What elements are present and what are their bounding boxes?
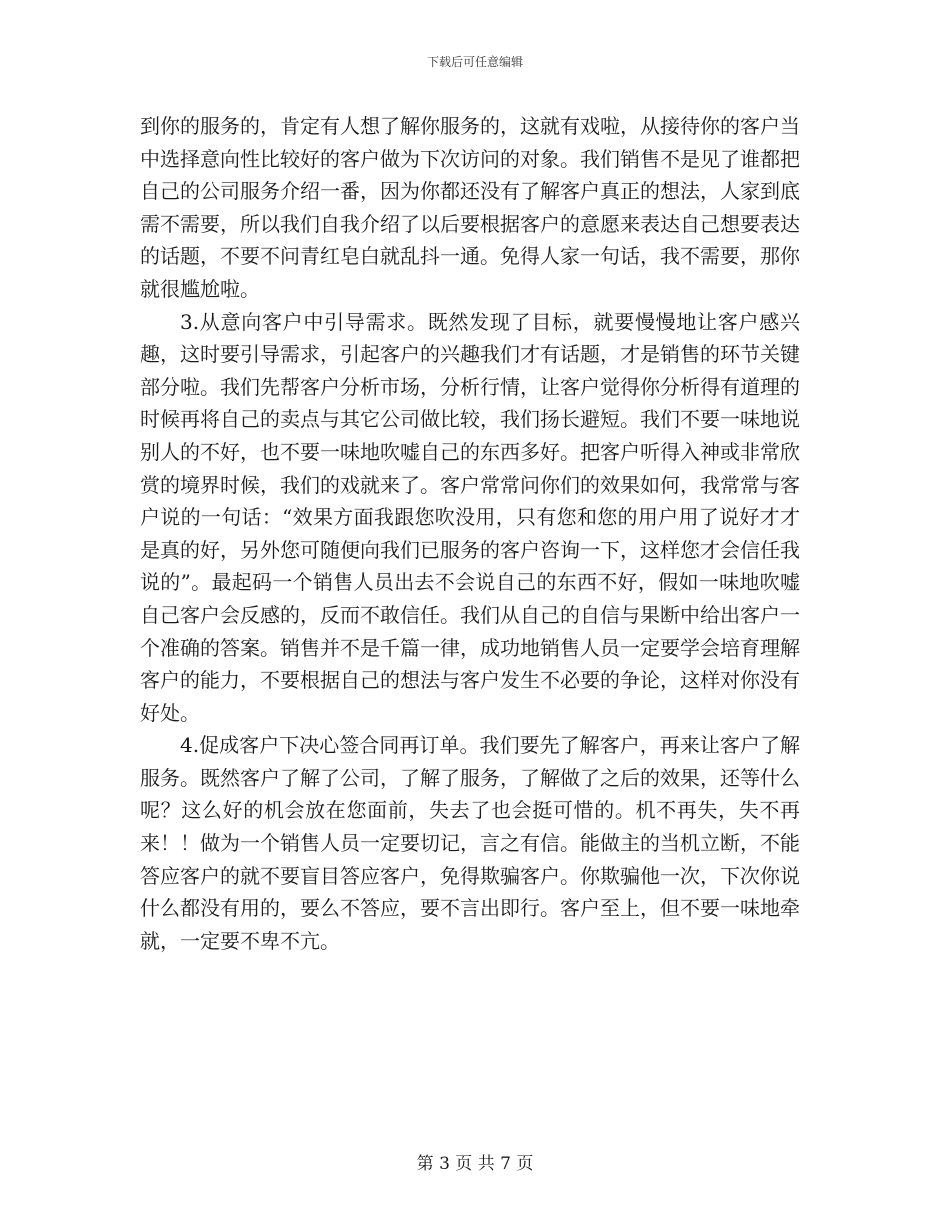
page-header: 下载后可任意编辑	[426, 55, 523, 69]
document-body	[140, 110, 800, 957]
page-footer: 第 3 页 共 7 页	[416, 1154, 534, 1174]
paragraph: 3.从意向客户中引导需求。既然发现了目标，就要慢慢地让客户感兴趣，这时要引导需求，引起客户的兴趣我们才有话题，才是销售的环节关键部分啦。我们先帮客户分析市场，分析行情，让客户觉得你分析得有道理的时候再将自己的卖点与其它公司做比较，我们扬长避短。我们不要一味地说别人的不好，也不要一味地吹嘘自己的东西多好。把客户听得入神或非常欣赏的境界时候，我们的戏就来了。客户常常问你们的效果如何，我常常与客户说的一句话：“效果方面我跟您吹没用，只有您和您的用户用了说好才才是真的好，另外您可随便向我们已服务的客户咨询一下，这样您才会信任我说的”。最起码一个销售人员出去不会说自己的东西不好，假如一味地吹嘘自己客户会反感的，反而不敢信任。我们从自己的自信与果断中给出客户一个准确的答案。销售并不是千篇一律，成功地销售人员一定要学会培育理解客户的能力，不要根据自己的想法与客户发生不必要的争论，这样对你没有好处。	[140, 309, 800, 725]
paragraph: 到你的服务的，肯定有人想了解你服务的，这就有戏啦，从接待你的客户当中选择意向性比较好的客户做为下次访问的对象。我们销售不是见了谁都把自己的公司服务介绍一番，因为你都还没有了解客户真正的想法，人家到底需不需要，所以我们自我介绍了以后要根据客户的意愿来表达自己想要表达的话题，不要不问青红皂白就乱抖一通。免得人家一句话，我不需要，那你就很尴尬啦。	[140, 114, 800, 301]
paragraph: 4.促成客户下决心签合同再订单。我们要先了解客户，再来让客户了解服务。既然客户了解了公司，了解了服务，了解做了之后的效果，还等什么呢？这么好的机会放在您面前，失去了也会挺可惜的。机不再失，失不再来！！做为一个销售人员一定要切记，言之有信。能做主的当机立断，不能答应客户的就不要盲目答应客户，免得欺骗客户。你欺骗他一次，下次你说什么都没有用的，要么不答应，要不言出即行。客户至上，但不要一味地牵就，一定要不卑不亢。	[140, 733, 800, 953]
